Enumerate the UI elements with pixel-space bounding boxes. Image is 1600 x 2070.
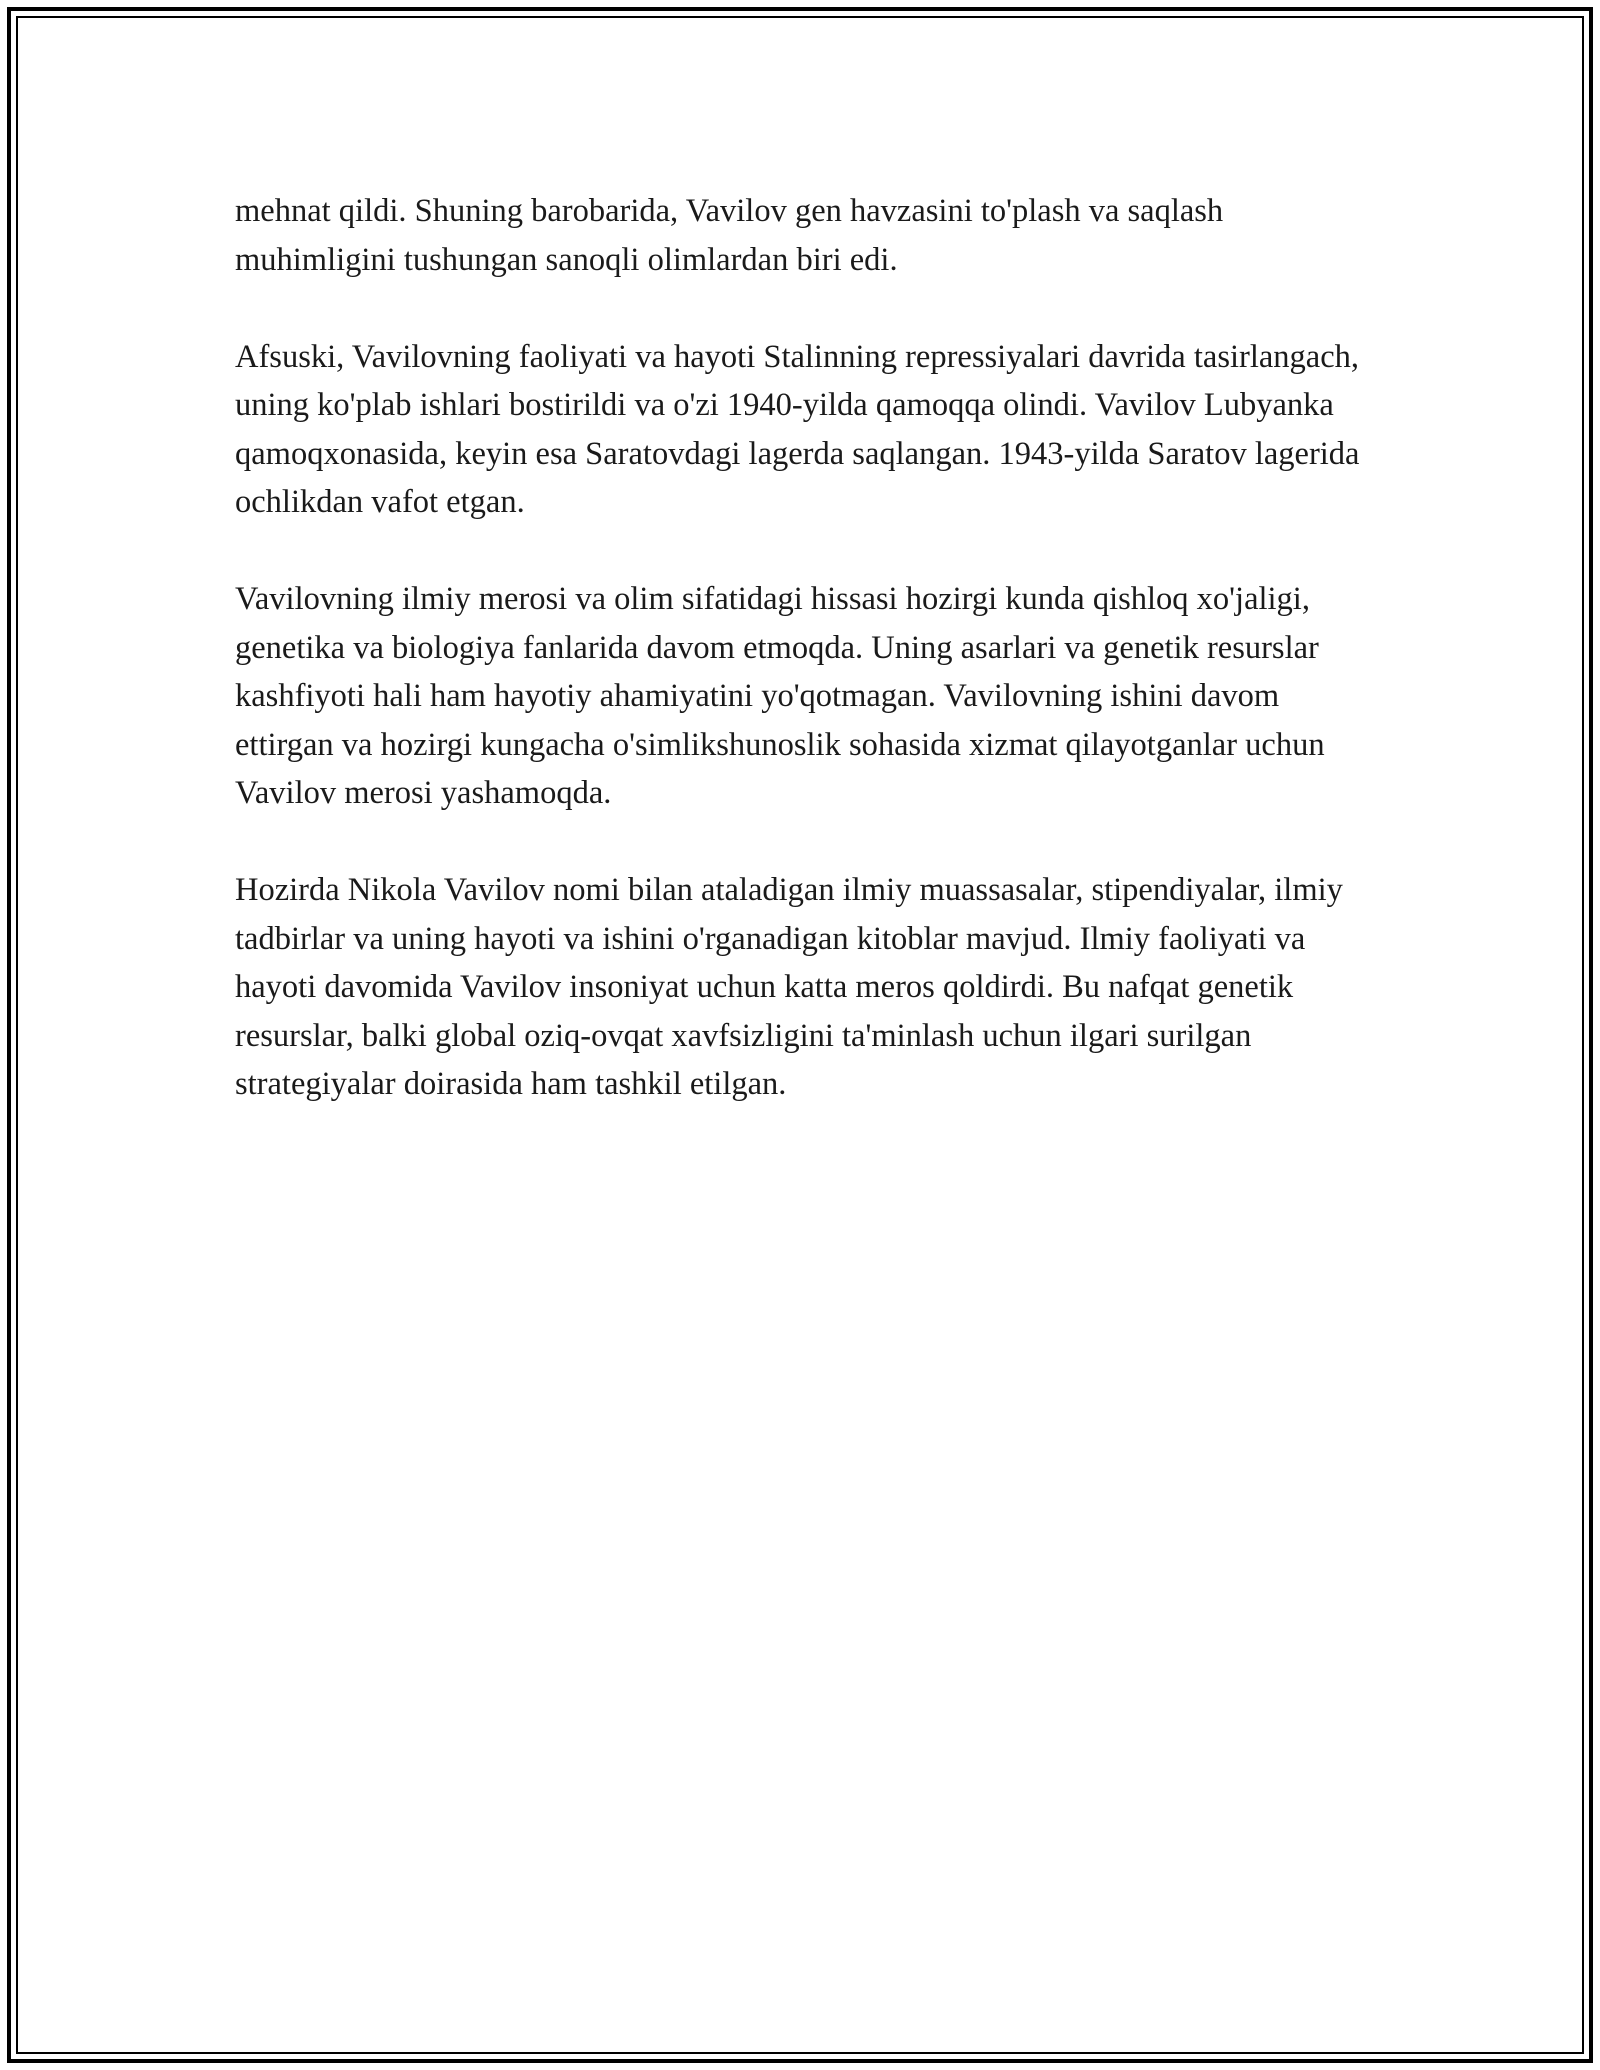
paragraph-1: mehnat qildi. Shuning barobarida, Vavilov gen havzasini to'plash va saqlash muhimligini tushungan sanoqli olimlardan biri edi. <box>235 193 1224 278</box>
paragraph-2: Afsuski, Vavilovning faoliyati va hayoti Stalinning repressiyalari davrida tasirlangach, uning ko'plab ishlari bostirildi va o'zi 1940-yilda qamoqqa olindi. Vavilov Lubyanka qamoqxonasida, keyin esa Saratovdagi lagerda saqlangan. 1943-yilda Saratov lagerida ochlikdan vafot etgan. <box>235 338 1360 520</box>
paragraph-4: Hozirda Nikola Vavilov nomi bilan ataladigan ilmiy muassasalar, stipendiyalar, ilmiy tadbirlar va uning hayoti va ishini o'rganadigan kitoblar mavjud. Ilmiy faoliyati va hayoti davomida Vavilov insoniyat uchun katta meros qoldirdi. Bu nafqat genetik resurslar, balki global oziq-ovqat xavfsizligini ta'minlash uchun ilgari surilgan strategiyalar doirasida ham tashkil etilgan. <box>235 872 1343 1102</box>
paragraph-3: Vavilovning ilmiy merosi va olim sifatidagi hissasi hozirgi kunda qishloq xo'jaligi, genetika va biologiya fanlarida davom etmoqda. Uning asarlari va genetik resurslar kashfiyoti hali ham hayotiy ahamiyatini yo'qotmagan. Vavilovning ishini davom ettirgan va hozirgi kungacha o'simlikshunoslik sohasida xizmat qilayotganlar uchun Vavilov merosi yashamoqda. <box>235 581 1325 811</box>
document-body <box>235 187 1375 1109</box>
